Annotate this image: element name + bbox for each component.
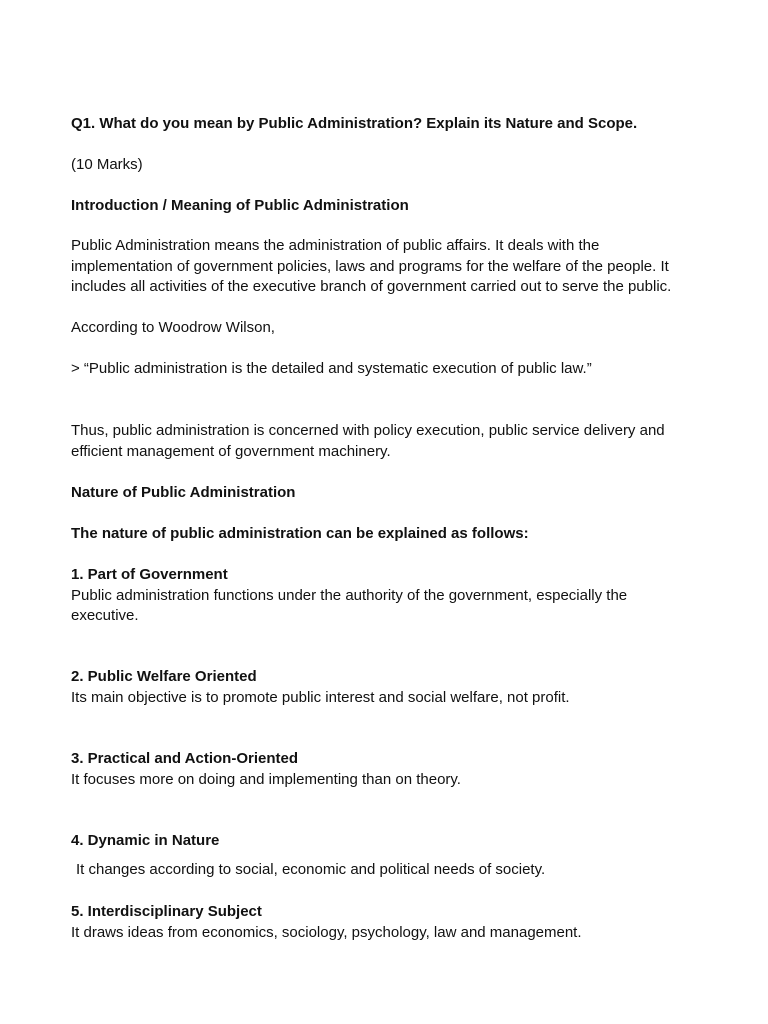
nature-point-title: 2. Public Welfare Oriented <box>71 668 257 685</box>
question-heading: Q1. What do you mean by Public Administration? Explain its Nature and Scope. <box>71 115 638 132</box>
nature-point-description: It draws ideas from economics, sociology, psychology, law and management. <box>71 923 582 941</box>
nature-point <box>71 667 696 708</box>
intro-paragraph: Public Administration means the administration of public affairs. It deals with the implementation of government policies, laws and programs for the welfare of the people. It includes all activities of the executive branch of government carried out to serve the public. <box>71 237 672 295</box>
nature-point-title: 1. Part of Government <box>71 566 228 583</box>
nature-point-title: 4. Dynamic in Nature <box>71 832 220 849</box>
nature-point <box>71 565 696 627</box>
nature-point-title: 5. Interdisciplinary Subject <box>71 903 262 920</box>
nature-point-description: Public administration functions under the authority of the government, especially the executive. <box>71 586 628 624</box>
nature-point-description: It changes according to social, economic and political needs of society. <box>76 861 546 878</box>
intro-conclusion: Thus, public administration is concerned with policy execution, public service delivery and efficient management of government machinery. <box>71 422 665 460</box>
marks-label: (10 Marks) <box>71 156 143 173</box>
quote-attribution: According to Woodrow Wilson, <box>71 319 275 336</box>
nature-point <box>71 749 696 790</box>
nature-lead: The nature of public administration can be explained as follows: <box>71 525 529 542</box>
intro-heading: Introduction / Meaning of Public Administration <box>71 197 409 214</box>
nature-point-description: Its main objective is to promote public interest and social welfare, not profit. <box>71 688 570 706</box>
nature-point-description: It focuses more on doing and implementing than on theory. <box>71 770 461 788</box>
nature-heading: Nature of Public Administration <box>71 484 296 501</box>
block-quote: > “Public administration is the detailed and systematic execution of public law.” <box>71 360 592 377</box>
nature-point-title: 3. Practical and Action-Oriented <box>71 750 298 767</box>
nature-point <box>71 902 696 943</box>
